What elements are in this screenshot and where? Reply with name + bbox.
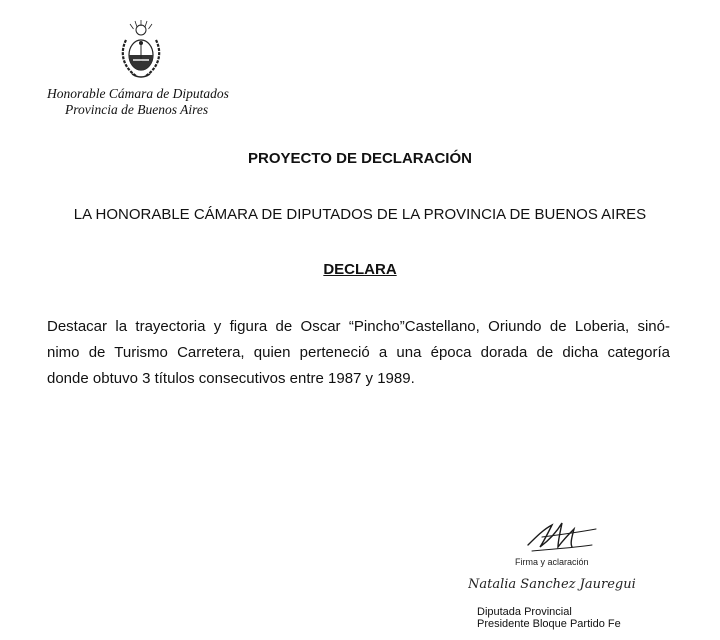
body-line: nimo de Turismo Carretera, quien perteneció a una época dorada de dicha categoría xyxy=(47,344,670,361)
institution-province: Provincia de Buenos Aires xyxy=(65,102,209,117)
signatory-name xyxy=(468,570,668,596)
declara-label: DECLARA xyxy=(323,261,397,278)
signatory-name-text: Natalia Sanchez Jauregui xyxy=(468,577,636,592)
body-line: donde obtuvo 3 títulos consecutivos entre 1987 y 1989. xyxy=(47,370,415,387)
institution-name: Honorable Cámara de Diputados xyxy=(47,86,229,101)
chamber-heading: LA HONORABLE CÁMARA DE DIPUTADOS DE LA PROVINCIA DE BUENOS AIRES xyxy=(73,206,647,223)
coat-of-arms-icon xyxy=(118,18,164,82)
declaration-body xyxy=(47,314,670,392)
signatory-role xyxy=(477,606,621,630)
signatory-position: Diputada Provincial xyxy=(477,606,572,618)
document-title: PROYECTO DE DECLARACIÓN xyxy=(248,150,472,167)
signature-icon xyxy=(522,515,602,555)
body-line: Destacar la trayectoria y figura de Oscar “Pincho”Castellano, Oriundo de Loberia, sinó- xyxy=(47,318,670,335)
declara-heading xyxy=(0,261,720,278)
signatory-bloc: Presidente Bloque Partido Fe xyxy=(477,618,621,630)
signature-caption: Firma y aclaración xyxy=(515,557,589,567)
